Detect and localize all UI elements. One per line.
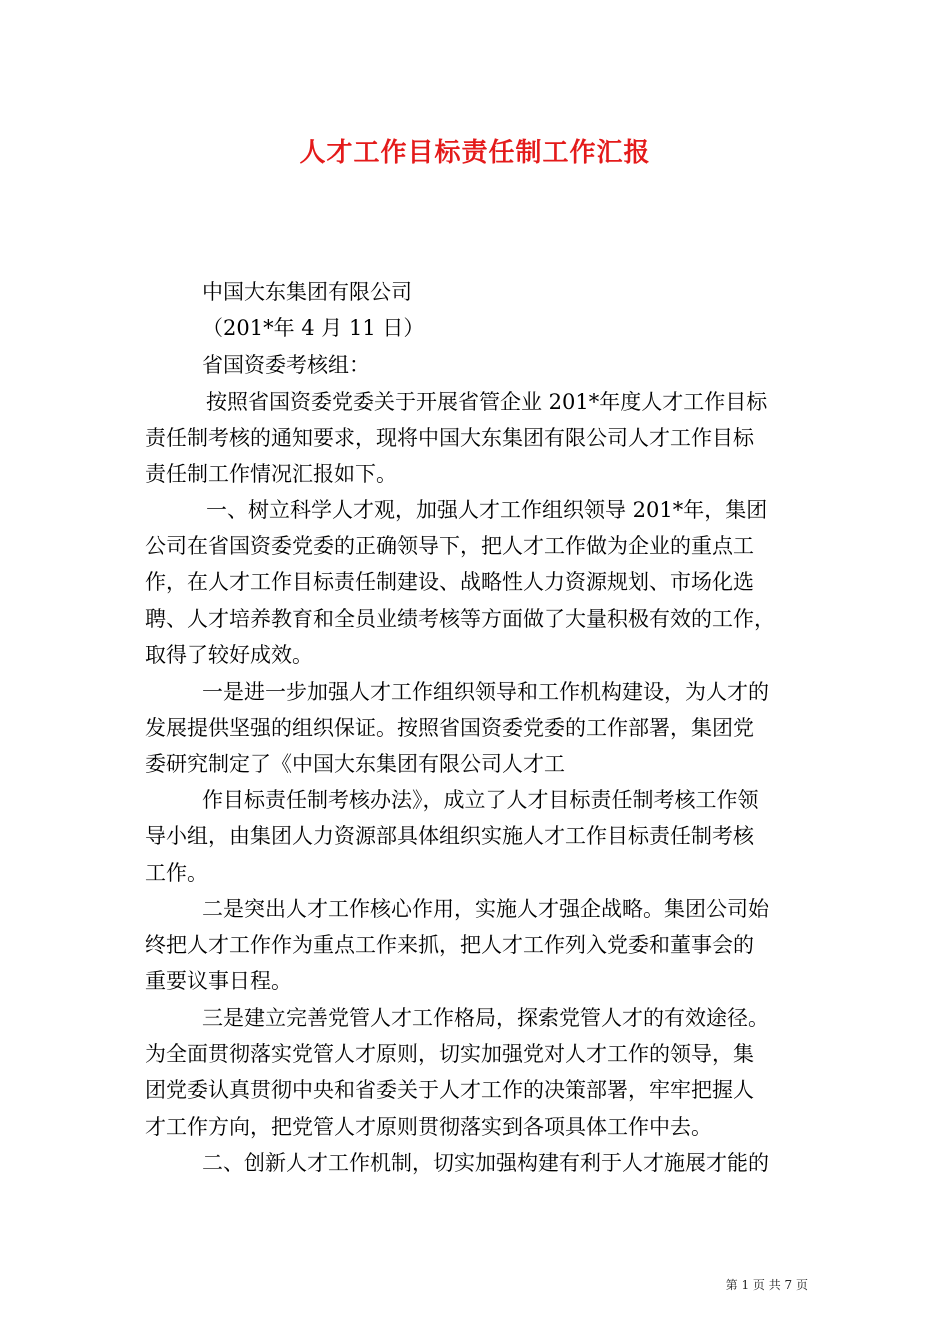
company-name: 中国大东集团有限公司 xyxy=(202,280,412,304)
paragraph-line: 工作。 xyxy=(145,861,208,885)
paragraph-line: 终把人才工作作为重点工作来抓，把人才工作列入党委和董事会的 xyxy=(145,933,754,957)
paragraph-line: 委研究制定了《中国大东集团有限公司人才工 xyxy=(145,752,565,776)
document-title: 人才工作目标责任制工作汇报 xyxy=(299,138,651,168)
paragraph-line: 取得了较好成效。 xyxy=(145,643,313,667)
section-heading-1: 一、树立科学人才观，加强人才工作组织领导 201*年，集团 xyxy=(206,498,768,522)
addressee: 省国资委考核组： xyxy=(202,353,370,377)
paragraph-line: 作目标责任制考核办法》，成立了人才目标责任制考核工作领 xyxy=(202,788,759,812)
paragraph-line: 责任制考核的通知要求，现将中国大东集团有限公司人才工作目标 xyxy=(145,426,754,450)
page-number: 第 1 页 共 7 页 xyxy=(725,1278,808,1292)
paragraph-line: 三是建立完善党管人才工作格局，探索党管人才的有效途径。 xyxy=(202,1006,769,1030)
section-heading-2: 二、创新人才工作机制，切实加强构建有利于人才施展才能的 xyxy=(202,1151,769,1175)
paragraph-line: 聘、人才培养教育和全员业绩考核等方面做了大量积极有效的工作， xyxy=(145,607,775,631)
paragraph-line: 二是突出人才工作核心作用，实施人才强企战略。集团公司始 xyxy=(202,897,769,921)
paragraph-line: 责任制工作情况汇报如下。 xyxy=(145,462,397,486)
paragraph-line: 团党委认真贯彻中央和省委关于人才工作的决策部署，牢牢把握人 xyxy=(145,1078,754,1102)
paragraph-line: 公司在省国资委党委的正确领导下，把人才工作做为企业的重点工 xyxy=(145,534,754,558)
paragraph-line: 一是进一步加强人才工作组织领导和工作机构建设，为人才的 xyxy=(202,680,769,704)
report-date: （201*年 4 月 11 日） xyxy=(202,316,425,340)
paragraph-line: 发展提供坚强的组织保证。按照省国资委党委的工作部署，集团党 xyxy=(145,716,754,740)
paragraph-line: 才工作方向，把党管人才原则贯彻落实到各项具体工作中去。 xyxy=(145,1115,712,1139)
paragraph-line: 重要议事日程。 xyxy=(145,969,292,993)
paragraph-line: 按照省国资委党委关于开展省管企业 201*年度人才工作目标 xyxy=(206,390,768,414)
paragraph-line: 为全面贯彻落实党管人才原则，切实加强党对人才工作的领导，集 xyxy=(145,1042,754,1066)
paragraph-line: 导小组，由集团人力资源部具体组织实施人才工作目标责任制考核 xyxy=(145,824,754,848)
paragraph-line: 作，在人才工作目标责任制建设、战略性人力资源规划、市场化选 xyxy=(145,570,754,594)
